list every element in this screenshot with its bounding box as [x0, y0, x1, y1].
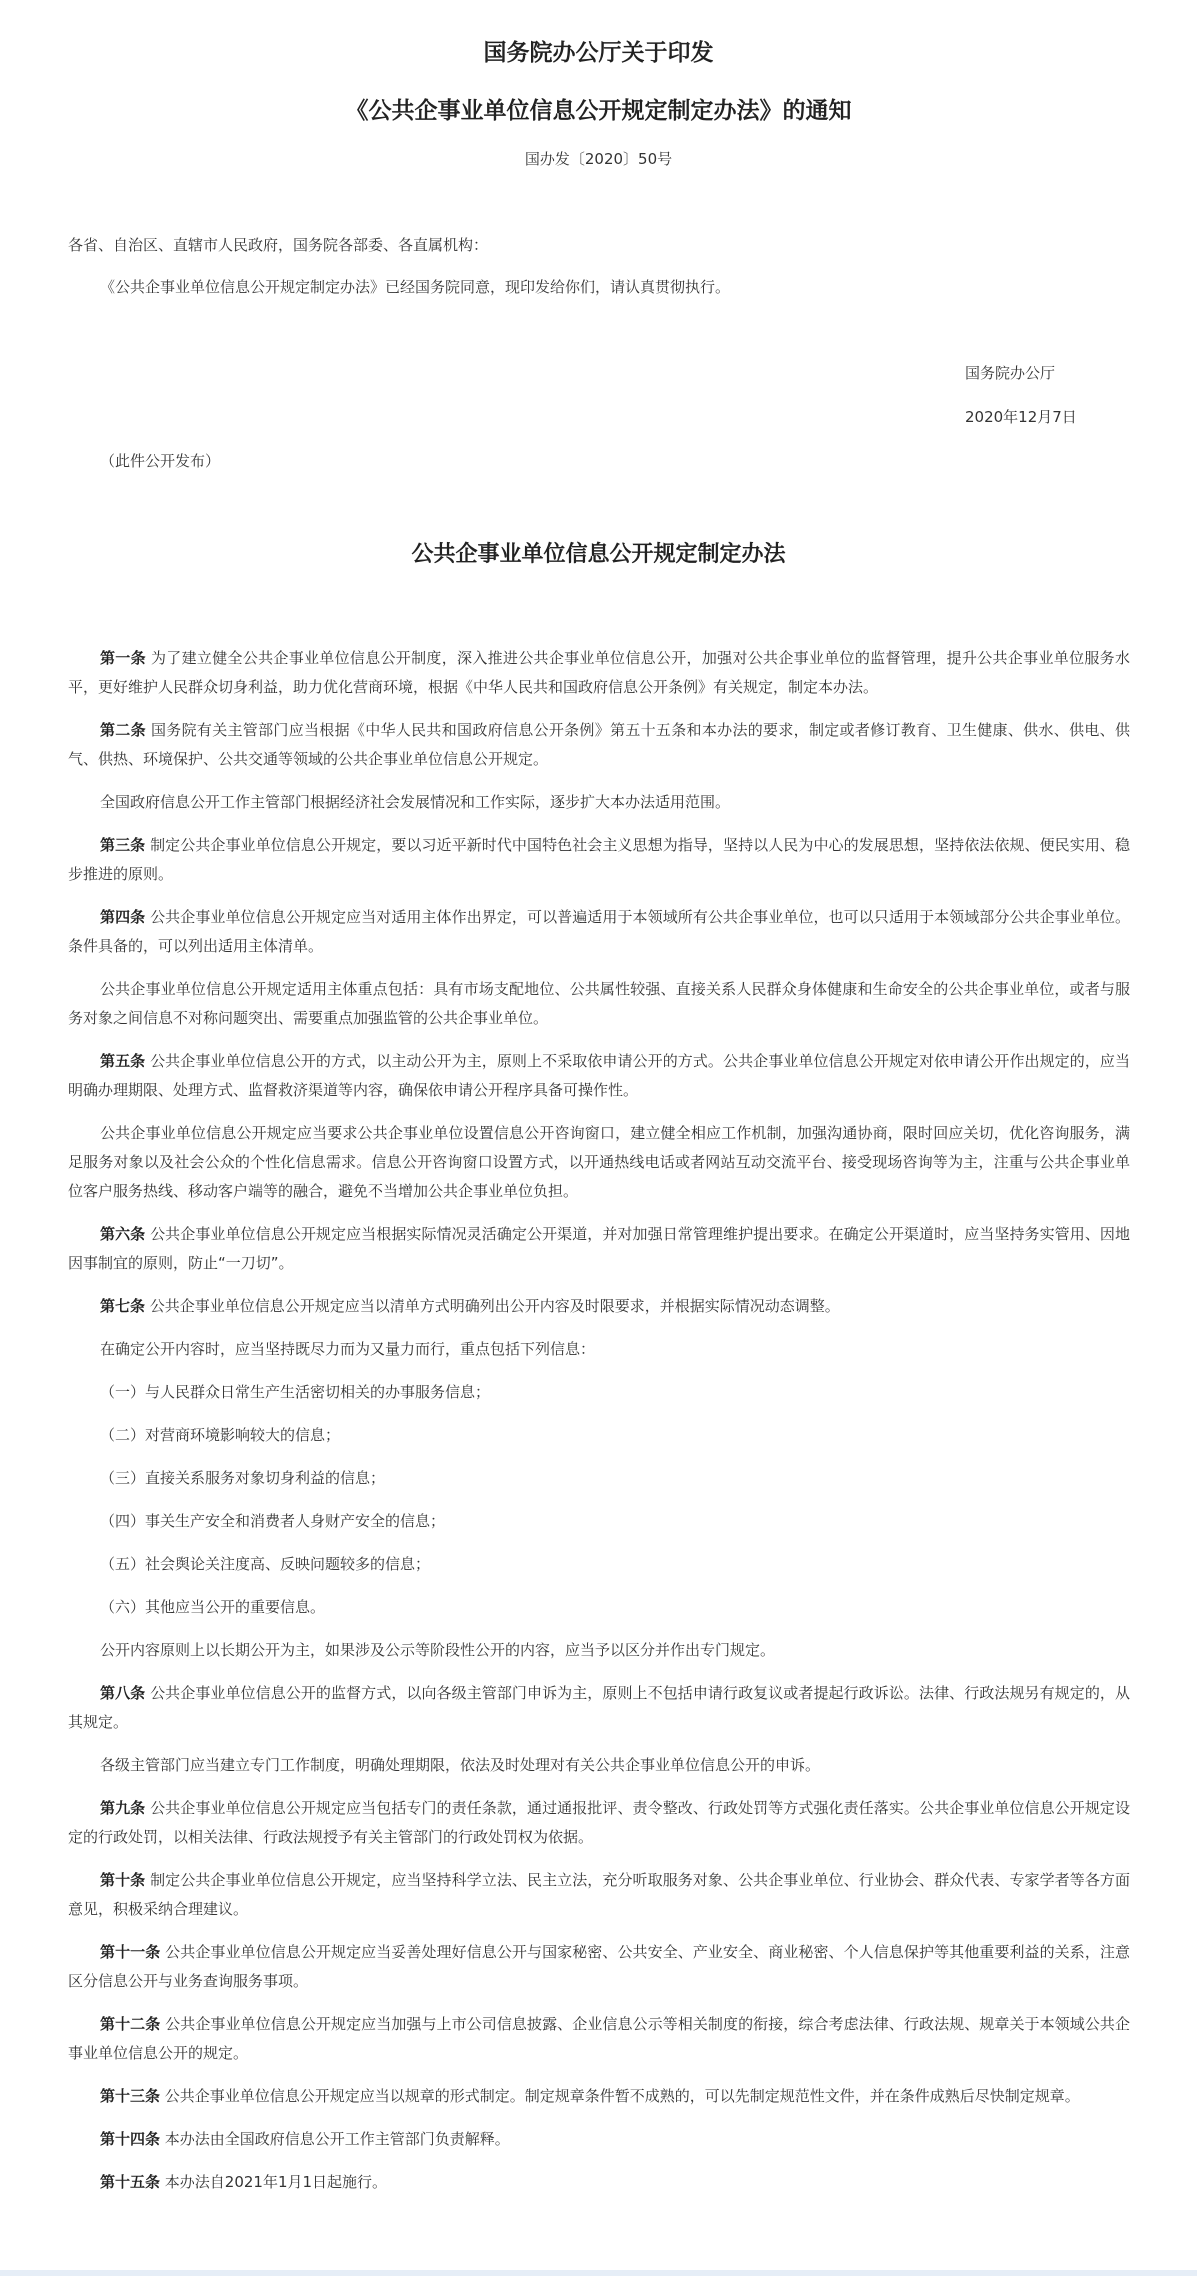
article-text: 公开内容原则上以长期公开为主，如果涉及公示等阶段性公开的内容，应当予以区分并作出专门规定。: [100, 1641, 776, 1659]
article-number: 第五条: [100, 1052, 146, 1070]
notice-title-line1: 国务院办公厅关于印发: [483, 40, 714, 66]
article-number: 第六条: [100, 1225, 146, 1243]
article-text: （一）与人民群众日常生产生活密切相关的办事服务信息；: [100, 1383, 491, 1401]
article-paragraph: [68, 1938, 1130, 1996]
article-text: （六）其他应当公开的重要信息。: [100, 1598, 326, 1616]
article-text: 公共企事业单位信息公开规定应当妥善处理好信息公开与国家秘密、公共安全、产业安全、商业秘密、个人信息保护等其他重要利益的关系，注意区分信息公开与业务查询服务事项。: [68, 1943, 1130, 1990]
article-text: 公共企事业单位信息公开的监督方式，以向各级主管部门申诉为主，原则上不包括申请行政复议或者提起行政诉讼。法律、行政法规另有规定的，从其规定。: [68, 1684, 1130, 1731]
article-text: 公共企事业单位信息公开规定应当包括专门的责任条款，通过通报批评、责令整改、行政处罚等方式强化责任落实。公共企事业单位信息公开规定设定的行政处罚，以相关法律、行政法规授予有关主管部门的行政处罚权为依据。: [68, 1799, 1130, 1846]
article-subparagraph: [68, 1507, 1130, 1536]
article-number: 第十条: [100, 1871, 146, 1889]
article-subparagraph: [68, 1550, 1130, 1579]
article-text: 制定公共企事业单位信息公开规定，要以习近平新时代中国特色社会主义思想为指导，坚持以人民为中心的发展思想，坚持依法依规、便民实用、稳步推进的原则。: [68, 836, 1130, 883]
article-text: （四）事关生产安全和消费者人身财产安全的信息；: [100, 1512, 446, 1530]
article-paragraph: [68, 903, 1130, 961]
article-number: 第十二条: [100, 2015, 161, 2033]
issue-date: 2020年12月7日: [965, 408, 1077, 426]
article-text: 公共企事业单位信息公开规定应当要求公共企事业单位设置信息公开咨询窗口，建立健全相应工作机制，加强沟通协商，限时回应关切，优化咨询服务，满足服务对象以及社会公众的个性化信息需求。信息公开咨询窗口设置方式，以开通热线电话或者网站互动交流平台、接受现场咨询等为主，注重与公共企事业单位客户服务热线、移动客户端等的融合，避免不当增加公共企事业单位负担。: [68, 1124, 1130, 1200]
article-number: 第九条: [100, 1799, 146, 1817]
article-text: （二）对营商环境影响较大的信息；: [100, 1426, 341, 1444]
notice-title-line2: 《公共企事业单位信息公开规定制定办法》的通知: [345, 98, 852, 124]
article-subparagraph: [68, 975, 1130, 1033]
article-paragraph: [68, 831, 1130, 889]
article-paragraph: [68, 2125, 1130, 2154]
article-paragraph: [68, 2082, 1130, 2111]
article-paragraph: [68, 2010, 1130, 2068]
addressee: 各省、自治区、直辖市人民政府，国务院各部委、各直属机构：: [68, 236, 489, 254]
article-text: 本办法自2021年1月1日起施行。: [164, 2173, 388, 2191]
article-paragraph: [68, 1292, 1130, 1321]
article-subparagraph: [68, 1464, 1130, 1493]
article-subparagraph: [68, 1593, 1130, 1622]
article-paragraph: [68, 644, 1130, 702]
article-text: 公共企事业单位信息公开的方式，以主动公开为主，原则上不采取依申请公开的方式。公共企事业单位信息公开规定对依申请公开作出规定的，应当明确办理期限、处理方式、监督救济渠道等内容，确保依申请公开程序具备可操作性。: [68, 1052, 1130, 1099]
law-title: 公共企事业单位信息公开规定制定办法: [411, 542, 786, 567]
article-text: 公共企事业单位信息公开规定应当以清单方式明确列出公开内容及时限要求，并根据实际情况动态调整。: [149, 1297, 840, 1315]
article-text: 为了建立健全公共企事业单位信息公开制度，深入推进公共企事业单位信息公开，加强对公共企事业单位的监督管理，提升公共企事业单位服务水平，更好维护人民群众切身利益，助力优化营商环境，根据《中华人民共和国政府信息公开条例》有关规定，制定本办法。: [68, 649, 1130, 696]
article-number: 第十三条: [100, 2087, 161, 2105]
article-number: 第八条: [100, 1684, 146, 1702]
article-number: 第十五条: [100, 2173, 161, 2191]
article-text: 公共企事业单位信息公开规定应当以规章的形式制定。制定规章条件暂不成熟的，可以先制定规范性文件，并在条件成熟后尽快制定规章。: [164, 2087, 1080, 2105]
article-number: 第二条: [100, 721, 146, 739]
article-subparagraph: [68, 1335, 1130, 1364]
article-number: 第十四条: [100, 2130, 161, 2148]
article-paragraph: [68, 1866, 1130, 1924]
article-text: 在确定公开内容时，应当坚持既尽力而为又量力而行，重点包括下列信息：: [100, 1340, 596, 1358]
article-text: 公共企事业单位信息公开规定应当加强与上市公司信息披露、企业信息公示等相关制度的衔接，综合考虑法律、行政法规、规章关于本领域公共企事业单位信息公开的规定。: [68, 2015, 1130, 2062]
publish-note: （此件公开发布）: [100, 452, 221, 470]
article-text: （三）直接关系服务对象切身利益的信息；: [100, 1469, 386, 1487]
notice-body: 《公共企事业单位信息公开规定制定办法》已经国务院同意，现印发给你们，请认真贯彻执行。: [100, 278, 731, 296]
article-paragraph: [68, 2168, 1130, 2197]
article-paragraph: [68, 716, 1130, 774]
article-text: 全国政府信息公开工作主管部门根据经济社会发展情况和工作实际，逐步扩大本办法适用范围。: [100, 793, 731, 811]
article-text: 公共企事业单位信息公开规定适用主体重点包括：具有市场支配地位、公共属性较强、直接关系人民群众身体健康和生命安全的公共企事业单位，或者与服务对象之间信息不对称问题突出、需要重点加强监管的公共企事业单位。: [68, 980, 1130, 1027]
article-paragraph: [68, 1220, 1130, 1278]
article-subparagraph: [68, 1751, 1130, 1780]
page-bottom-border: [0, 2270, 1197, 2276]
article-text: 各级主管部门应当建立专门工作制度，明确处理期限，依法及时处理对有关公共企事业单位信息公开的申诉。: [100, 1756, 821, 1774]
article-text: 制定公共企事业单位信息公开规定，应当坚持科学立法、民主立法，充分听取服务对象、公共企事业单位、行业协会、群众代表、专家学者等各方面意见，积极采纳合理建议。: [68, 1871, 1130, 1918]
article-paragraph: [68, 1794, 1130, 1852]
document-number: 国办发〔2020〕50号: [524, 150, 673, 168]
article-paragraph: [68, 1679, 1130, 1737]
article-paragraph: [68, 1047, 1130, 1105]
article-text: 公共企事业单位信息公开规定应当根据实际情况灵活确定公开渠道，并对加强日常管理维护提出要求。在确定公开渠道时，应当坚持务实管用、因地因事制宜的原则，防止“一刀切”。: [68, 1225, 1130, 1272]
issuer: 国务院办公厅: [965, 364, 1056, 382]
article-subparagraph: [68, 1378, 1130, 1407]
article-text: 公共企事业单位信息公开规定应当对适用主体作出界定，可以普遍适用于本领域所有公共企事业单位，也可以只适用于本领域部分公共企事业单位。条件具备的，可以列出适用主体清单。: [68, 908, 1130, 955]
article-number: 第十一条: [100, 1943, 161, 1961]
article-number: 第一条: [100, 649, 146, 667]
article-list: [68, 644, 1130, 2211]
article-subparagraph: [68, 1119, 1130, 1206]
article-subparagraph: [68, 1421, 1130, 1450]
article-number: 第四条: [100, 908, 146, 926]
article-number: 第七条: [100, 1297, 146, 1315]
article-text: （五）社会舆论关注度高、反映问题较多的信息；: [100, 1555, 431, 1573]
article-subparagraph: [68, 788, 1130, 817]
article-text: 本办法由全国政府信息公开工作主管部门负责解释。: [164, 2130, 510, 2148]
article-number: 第三条: [100, 836, 146, 854]
article-subparagraph: [68, 1636, 1130, 1665]
article-text: 国务院有关主管部门应当根据《中华人民共和国政府信息公开条例》第五十五条和本办法的要求，制定或者修订教育、卫生健康、供水、供电、供气、供热、环境保护、公共交通等领域的公共企事业单位信息公开规定。: [68, 721, 1130, 768]
